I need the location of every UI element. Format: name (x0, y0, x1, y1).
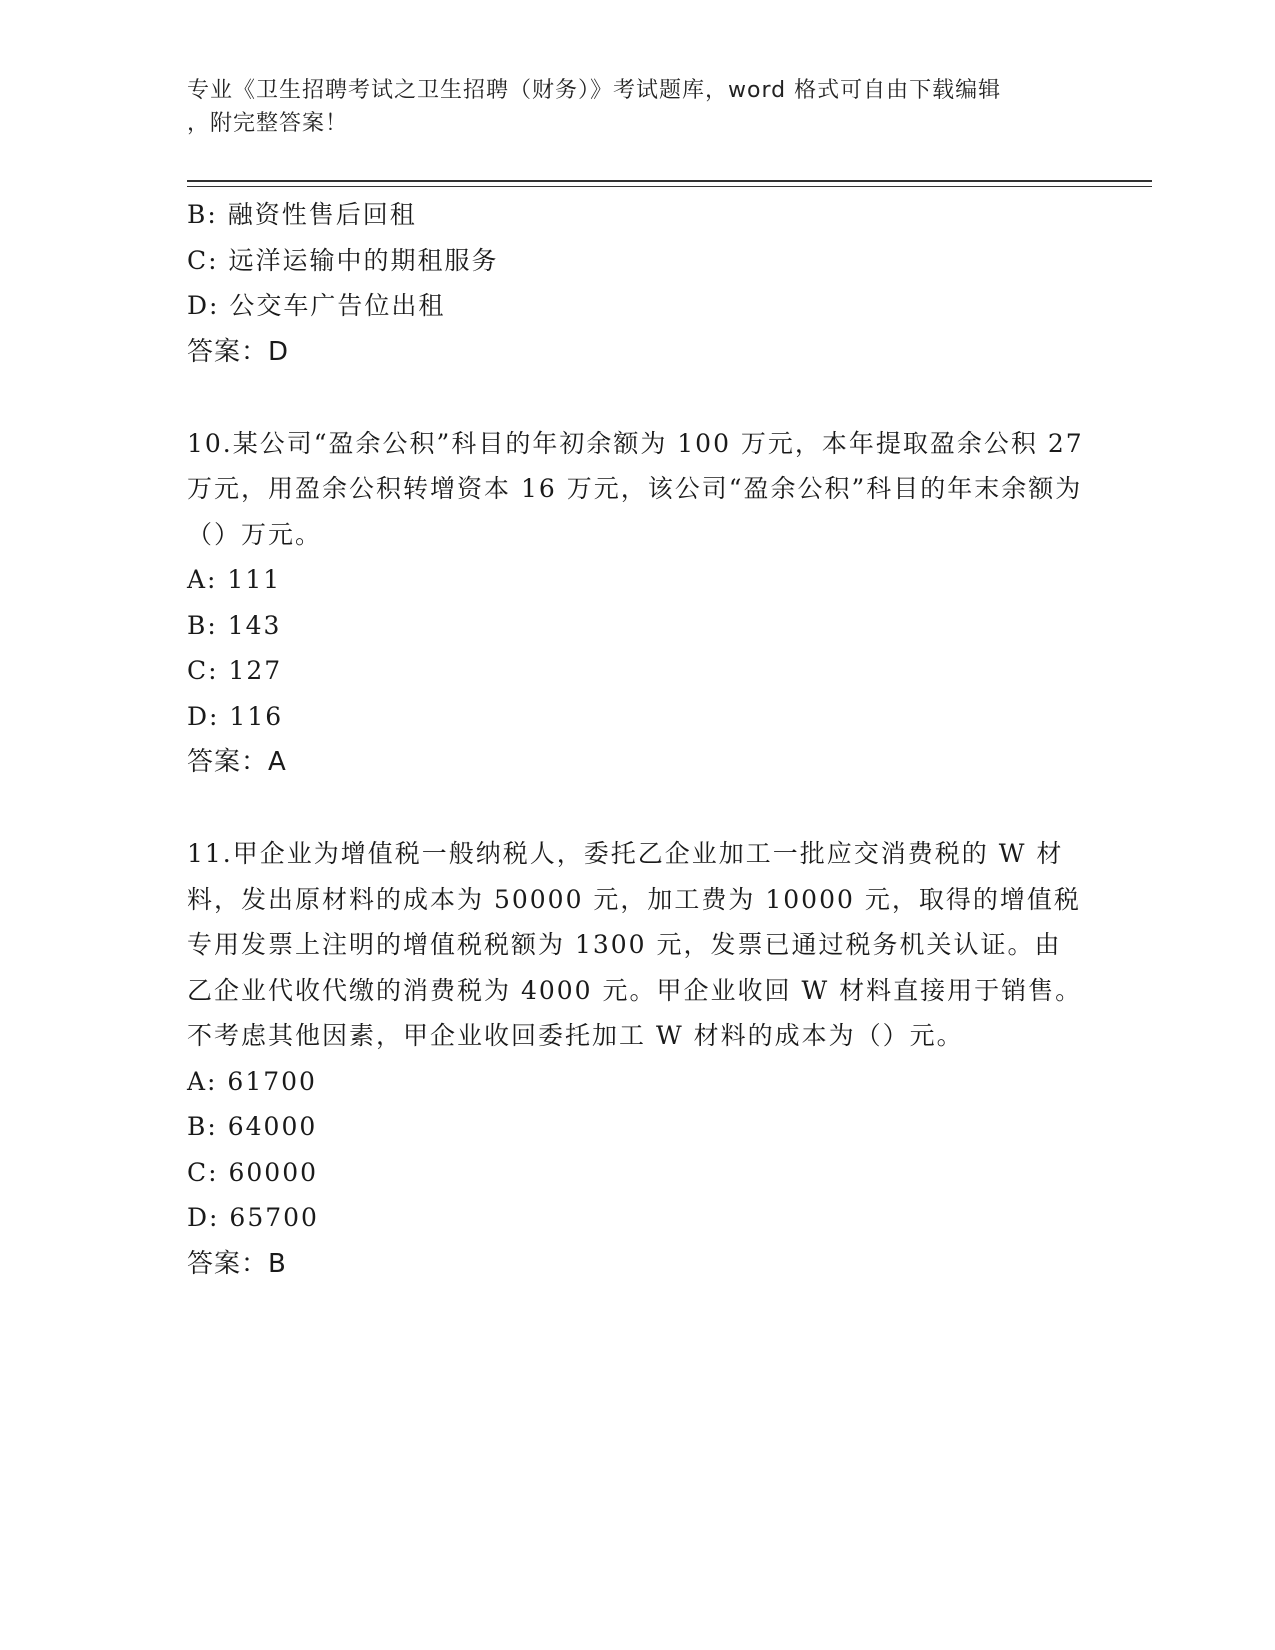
option-d: D: 公交车广告位出租 (187, 291, 446, 320)
answer-line: 答案：D (187, 336, 290, 367)
answer-line: 答案：A (187, 747, 287, 777)
option-b: B: 64000 (187, 1112, 318, 1141)
option-c: C: 远洋运输中的期租服务 (187, 245, 499, 275)
question-content (187, 192, 1087, 1287)
question-text: 11.甲企业为增值税一般纳税人，委托乙企业加工一批应交消费税的 W 材料，发出原材料的成本为 50000 元，加工费为 10000 元，取得的增值税专用发票上注明的增值税税额为 1300 元，发票已通过税务机关认证。由乙企业代收代缴的消费税为 4000 元。甲企业收回 W 材料直接用于销售。不考虑其他因素，甲企业收回委托加工 W 材料的成本为（）元。 (187, 839, 1083, 1050)
option-c: C: 127 (187, 656, 283, 685)
option-b: B: 143 (187, 610, 282, 640)
question-11-block (187, 831, 1087, 1287)
header-line-2: ，附完整答案！ (187, 111, 349, 136)
question-10-block (187, 421, 1087, 786)
answer-line: 答案：B (187, 1248, 287, 1279)
option-d: D: 65700 (187, 1203, 319, 1232)
document-header (187, 74, 1087, 140)
header-rule-thin (187, 186, 1152, 187)
option-d: D: 116 (187, 701, 284, 731)
option-c: C: 60000 (187, 1157, 319, 1187)
question-text: 10.某公司“盈余公积”科目的年初余额为 100 万元，本年提取盈余公积 27 万元，用盈余公积转增资本 16 万元，该公司“盈余公积”科目的年末余额为（）万元。 (187, 428, 1084, 549)
header-rule-thick (187, 180, 1152, 182)
option-b: B: 融资性售后回租 (187, 200, 417, 229)
option-a: A: 111 (187, 565, 282, 594)
option-a: A: 61700 (187, 1066, 317, 1096)
header-line-1: 专业《卫生招聘考试之卫生招聘（财务）》考试题库，word 格式可自由下载编辑 (187, 78, 1002, 103)
prev-question-block (187, 192, 1087, 375)
